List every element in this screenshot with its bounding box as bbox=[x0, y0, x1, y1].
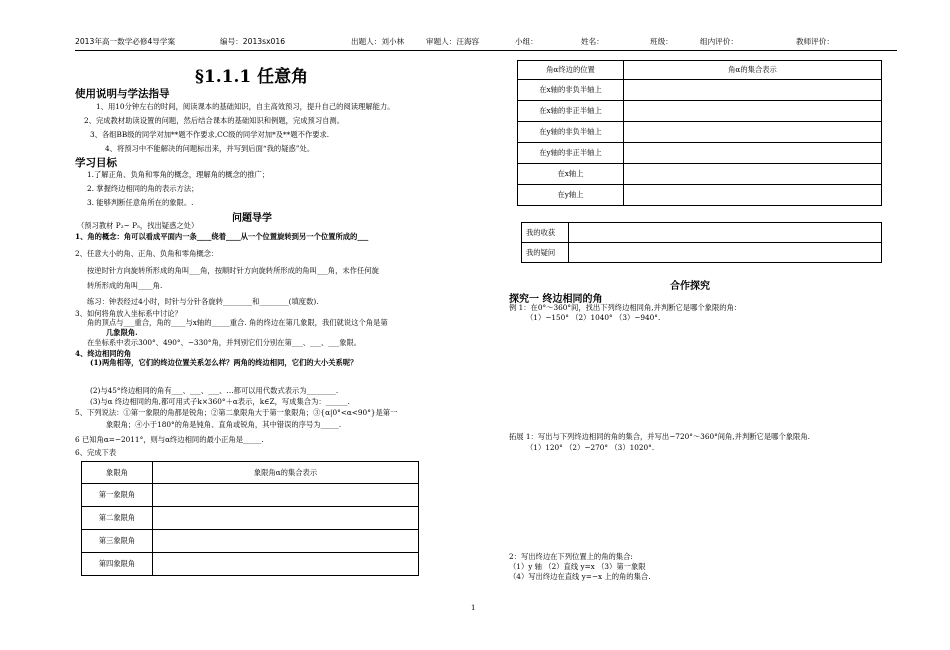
table-cell: 在x轴上 bbox=[518, 164, 624, 185]
course-label: 2013年高一数学必修4导学案 bbox=[75, 37, 176, 46]
usage-item: 2、完成教材助读设置的问题，然后结合课本的基础知识和例题，完成预习自测。 bbox=[84, 116, 345, 125]
table-cell: 在y轴上 bbox=[518, 185, 624, 206]
extension-1: 拓展 1：写出与下列终边相同的角的集合，并写出−720°～360°间角,并判断它是哪个象限角. bbox=[509, 432, 810, 441]
goal-item: 2. 掌握终边相同的角的表示方法； bbox=[87, 184, 199, 193]
usage-heading: 使用说明与学法指导 bbox=[75, 88, 170, 100]
explore-subheading: 探究一 终边相同的角 bbox=[509, 294, 603, 305]
guide-line: 6 已知角α=−2011°，则与α终边相同的最小正角是_____. bbox=[75, 435, 264, 444]
guide-line: 3、如何将角放入坐标系中讨论？ bbox=[75, 309, 182, 318]
group-label: 小组： bbox=[515, 37, 538, 46]
goal-item: 1.了解正角、负角和零角的概念，理解角的概念的推广； bbox=[87, 170, 270, 179]
question-2-items-a: （1）y 轴 （2）直线 y=x （3）第一象限 bbox=[509, 562, 646, 571]
harvest-cell[interactable] bbox=[569, 223, 882, 243]
table-cell: 在x轴的非负半轴上 bbox=[518, 80, 624, 101]
author-label: 出题人：刘小林 bbox=[351, 37, 405, 46]
guide-line: 在坐标系中表示300°、490°、−330°角，并判别它们分别在第___、___、___象限。 bbox=[87, 338, 362, 347]
explore-heading: 合作探究 bbox=[670, 281, 710, 292]
usage-item: 4、将预习中不能解决的问题标出来，并写到后面“我的疑惑”处。 bbox=[105, 144, 315, 153]
table-cell: 在y轴的非正半轴上 bbox=[518, 143, 624, 164]
guide-line: 角的顶点与___重合，角的____与x轴的_____重合. 角的终边在第几象限，我们就说这个角是第 bbox=[87, 318, 388, 327]
guide-line: (2)与45°终边相同的角有___、___、___、…都可以用代数式表示为________. bbox=[90, 386, 339, 395]
table-header: 角α终边的位置 bbox=[518, 61, 624, 80]
usage-item: 3、各组BB级的同学对加**题不作要求,CC级的同学对加*及**题不作要求. bbox=[90, 130, 330, 139]
reviewer-label: 审题人：汪海容 bbox=[426, 37, 480, 46]
guide-line: 2、任意大小的角、正角、负角和零角概念： bbox=[75, 249, 219, 258]
goals-heading: 学习目标 bbox=[75, 157, 117, 169]
question-2: 2：写出终边在下列位置上的角的集合: bbox=[509, 552, 633, 561]
guide-line: 6、完成下表 bbox=[75, 448, 117, 457]
answer-cell[interactable] bbox=[624, 185, 882, 206]
question-2-items-b: （4）写出终边在直线 y=−x 上的角的集合. bbox=[509, 572, 651, 581]
guide-line: 1、角的概念：角可以看成平面内一条____绕着____从一个位置旋转到另一个位置所成的___ bbox=[75, 232, 369, 241]
question-label: 我的疑问 bbox=[522, 243, 569, 263]
answer-cell[interactable] bbox=[153, 553, 419, 576]
guide-line: 按逆时针方向旋转所形成的角叫___角，按顺时针方向旋转所形成的角叫___角，未作任何旋 bbox=[87, 266, 379, 275]
guide-line: (3)与α 终边相同的角,都可用式子k×360°＋α表示，k∈Z，写成集合为：______. bbox=[90, 397, 350, 406]
usage-item: 1、用10分钟左右的时间，阅读课本的基础知识，自主高效预习，提升自己的阅读理解能力。 bbox=[96, 102, 395, 111]
answer-cell[interactable] bbox=[624, 164, 882, 185]
guide-line: 5、下列说法：①第一象限的角都是锐角；②第二象限角大于第一象限角；③{α|0°<α<90°}是第一 bbox=[75, 408, 398, 417]
quadrant-table bbox=[81, 461, 419, 576]
answer-cell[interactable] bbox=[153, 530, 419, 553]
guide-line: 转所形成的角叫____角. bbox=[87, 281, 163, 290]
table-cell: 在y轴的非负半轴上 bbox=[518, 122, 624, 143]
extension-1-items: （1）120° （2）−270° （3）1020°. bbox=[526, 443, 655, 452]
teacher-eval-label: 教师评价： bbox=[796, 37, 834, 46]
answer-cell[interactable] bbox=[624, 101, 882, 122]
guide-heading: 问题导学 bbox=[232, 213, 272, 224]
answer-cell[interactable] bbox=[624, 80, 882, 101]
table-header: 角α的集合表示 bbox=[624, 61, 882, 80]
table-header: 象限角α的集合表示 bbox=[153, 462, 419, 484]
name-label: 姓名： bbox=[581, 37, 604, 46]
table-header: 象限角 bbox=[82, 462, 153, 484]
table-cell: 第一象限角 bbox=[82, 484, 153, 507]
goal-item: 3. 能够判断任意角所在的象限。. bbox=[87, 198, 194, 207]
page-title: §1.1.1 任意角 bbox=[195, 67, 309, 87]
guide-line: 4、终边相同的角 bbox=[75, 349, 132, 358]
guide-line: 几象限角. bbox=[106, 328, 138, 337]
table-cell: 在x轴的非正半轴上 bbox=[518, 101, 624, 122]
harvest-table bbox=[521, 222, 882, 263]
code-label: 编号：2013sx016 bbox=[220, 37, 286, 46]
answer-cell[interactable] bbox=[153, 484, 419, 507]
answer-cell[interactable] bbox=[624, 122, 882, 143]
guide-line: 练习：钟表经过4小时，时针与分针各旋转________和________(填度数). bbox=[87, 297, 319, 306]
page-header bbox=[75, 36, 865, 48]
answer-cell[interactable] bbox=[153, 507, 419, 530]
page-number: 1 bbox=[471, 604, 476, 612]
axis-table bbox=[517, 60, 882, 206]
class-label: 班级： bbox=[650, 37, 673, 46]
table-cell: 第四象限角 bbox=[82, 553, 153, 576]
guide-line: 象限角；④小于180°的角是钝角、直角或锐角，其中错误的序号为_____. bbox=[106, 420, 342, 429]
example-1-items: （1）−150° （2）1040° （3）−940°. bbox=[526, 313, 661, 322]
header-rule bbox=[75, 50, 897, 51]
guide-note: （预习教材 P₂~ P₅，找出疑惑之处） bbox=[77, 221, 199, 230]
guide-line: (1)两角相等，它们的终边位置关系怎么样？两角的终边相同，它们的大小关系呢？ bbox=[90, 358, 358, 367]
table-cell: 第二象限角 bbox=[82, 507, 153, 530]
example-1: 例 1：在0°～360°间，找出下列终边相同角,并判断它是哪个象限的角： bbox=[509, 303, 742, 312]
table-cell: 第三象限角 bbox=[82, 530, 153, 553]
group-eval-label: 组内评价： bbox=[700, 37, 738, 46]
harvest-label: 我的收获 bbox=[522, 223, 569, 243]
question-cell[interactable] bbox=[569, 243, 882, 263]
answer-cell[interactable] bbox=[624, 143, 882, 164]
